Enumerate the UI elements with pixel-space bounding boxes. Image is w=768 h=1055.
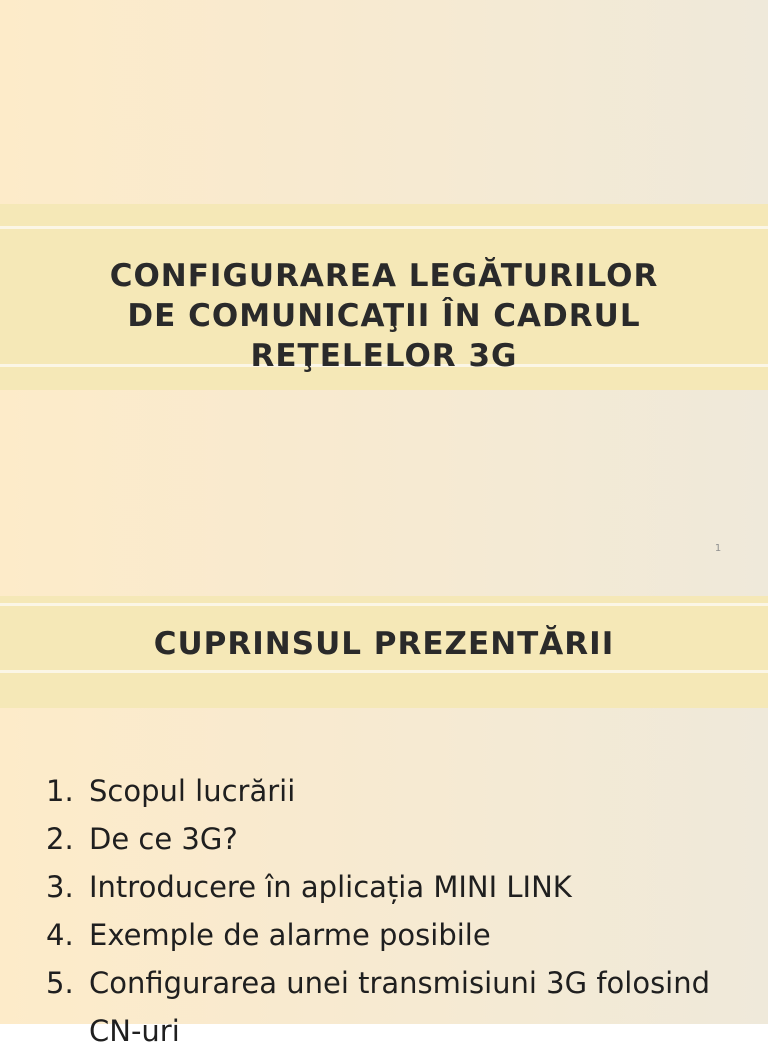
band-bottom-line [0,670,768,673]
list-item-text: Scopul lucrării [89,774,296,808]
list-item-number: 1. [46,774,74,808]
band-top-line [0,226,768,229]
band-top-line [0,603,768,606]
list-item [46,767,726,815]
list-item [46,959,726,1055]
list-item-number: 2. [46,822,74,856]
list-item-number: 4. [46,918,74,952]
list-item [46,815,726,863]
list-item-text: Exemple de alarme posibile [89,918,491,952]
list-item-text: De ce 3G? [89,822,238,856]
contents-list [46,767,726,1055]
list-item-text: Configurarea unei transmisiuni 3G folosind CN-uri [89,966,711,1048]
list-item-text: Introducere în aplicația MINI LINK [89,870,572,904]
list-item [46,911,726,959]
list-item-number: 3. [46,870,74,904]
presentation-title [40,256,728,376]
list-item-number: 5. [46,966,74,1000]
contents-title: CUPRINSUL PREZENTĂRII [153,626,615,662]
title-line-1: CONFIGURAREA LEGĂTURILOR [109,258,659,294]
title-line-3: REŢELELOR 3G [250,338,518,374]
list-item [46,863,726,911]
contents-slide [0,576,768,1048]
slide-number: 1 [714,543,722,554]
title-line-2: DE COMUNICAŢII ÎN CADRUL [127,298,641,334]
